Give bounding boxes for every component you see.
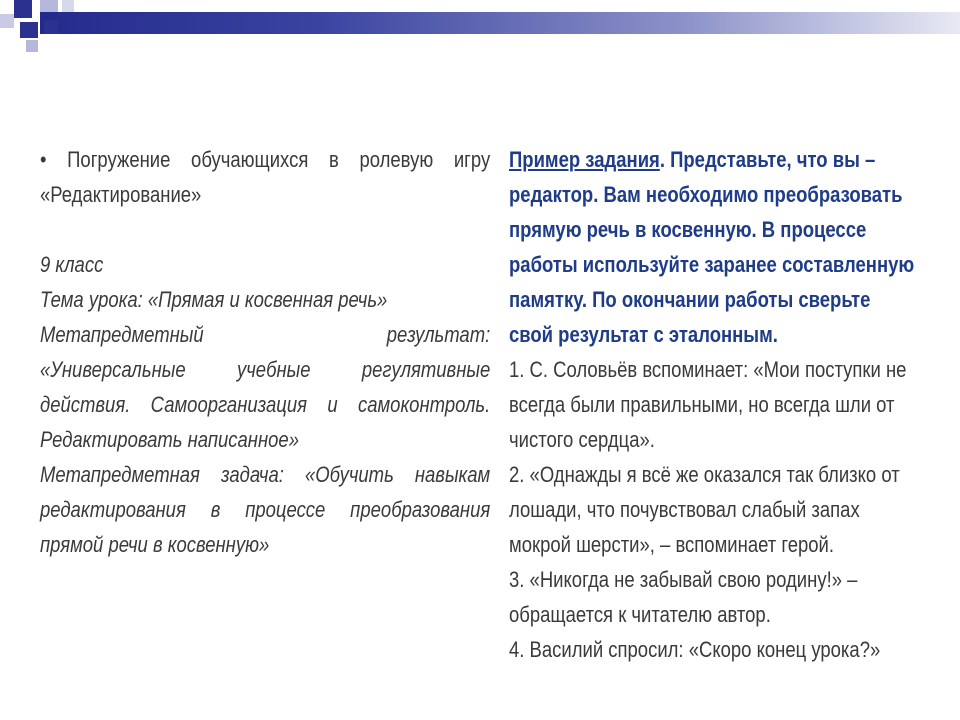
task-line: прямую речь в косвенную. В процессе [509, 217, 867, 242]
bullet-line: • Погружение обучающихся в ролевую игру [40, 147, 491, 172]
example-line: 3. «Никогда не забывай свою родину!» – [509, 567, 858, 592]
example-line: обращается к читателю автор. [509, 602, 771, 627]
lesson-topic: Тема урока: «Прямая и косвенная речь» [40, 287, 388, 312]
example-line: всегда были правильными, но всегда шли от [509, 392, 895, 417]
header-gradient-bar [40, 12, 960, 34]
meta-result-line: Редактировать написанное» [40, 427, 299, 452]
decor-square [62, 0, 74, 12]
right-text-column [509, 142, 946, 667]
grade: 9 класс [40, 252, 104, 277]
task-line: памятку. По окончании работы сверьте [509, 287, 871, 312]
task-heading-line [509, 142, 946, 177]
example-line: 1. С. Соловьёв вспоминает: «Мои поступки не [509, 357, 907, 382]
decor-square [20, 22, 38, 38]
decor-square [44, 20, 58, 34]
decor-square [14, 0, 32, 18]
task-line: . Представьте, что вы – [659, 147, 876, 172]
meta-result-line: Метапредметный результат: [40, 322, 491, 347]
meta-task-line: Метапредметная задача: «Обучить навыкам [40, 462, 491, 487]
task-line: работы используйте заранее составленную [509, 252, 915, 277]
example-line: мокрой шерсти», – вспоминает герой. [509, 532, 834, 557]
decor-square [40, 0, 58, 12]
task-line: редактор. Вам необходимо преобразовать [509, 182, 903, 207]
example-line: чистого сердца». [509, 427, 655, 452]
meta-result-line: действия. Самоорганизация и самоконтроль. [40, 392, 491, 417]
example-line: 4. Василий спросил: «Скоро конец урока?» [509, 637, 881, 662]
task-label: Пример задания [509, 147, 660, 172]
example-line: 2. «Однажды я всё же оказался так близко от [509, 462, 900, 487]
task-line: свой результат с эталонным. [509, 322, 778, 347]
right-column-clip [509, 142, 934, 662]
left-text-column [40, 142, 490, 562]
example-line: лошади, что почувствовал слабый запах [509, 497, 860, 522]
decor-square [26, 40, 38, 52]
decor-square [0, 14, 14, 28]
meta-task-line: прямой речи в косвенную» [40, 532, 270, 557]
bullet-line: «Редактирование» [40, 182, 202, 207]
meta-task-line: редактирования в процессе преобразования [40, 497, 491, 522]
meta-result-line: «Универсальные учебные регулятивные [40, 357, 491, 382]
